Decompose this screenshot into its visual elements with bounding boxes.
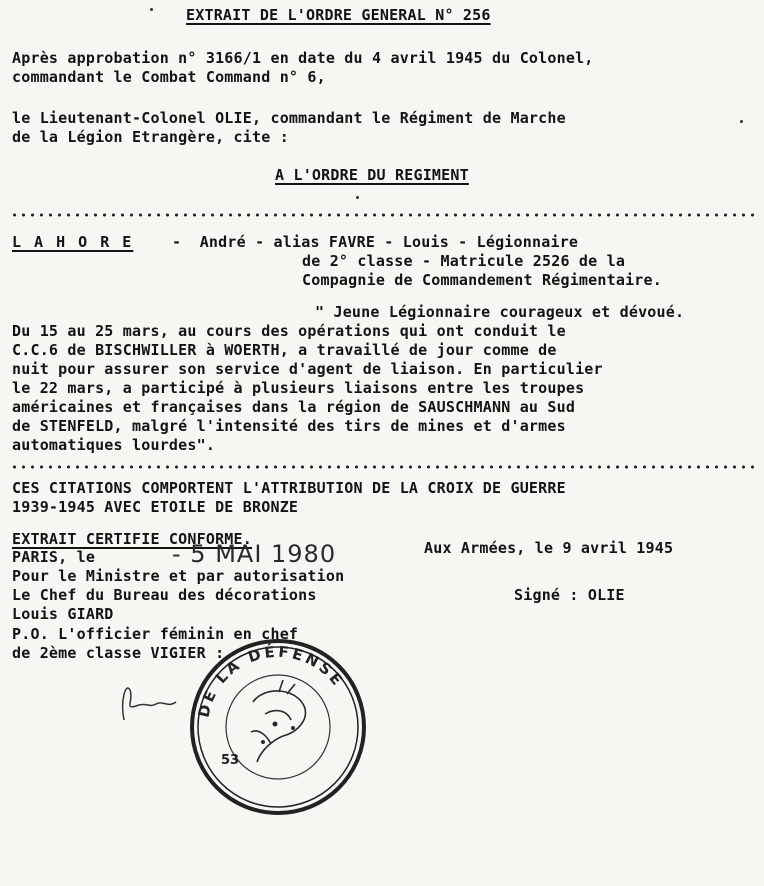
legionnaire-name: L A H O R E (12, 233, 134, 251)
citation-line-8: automatiques lourdes". (12, 436, 216, 454)
name-line-3: Compagnie de Commandement Régimentaire. (302, 271, 662, 289)
award-line-2: 1939-1945 AVEC ETOILE DE BRONZE (12, 498, 299, 516)
armies-date: Aux Armées, le 9 avril 1945 (424, 539, 674, 557)
citation-line-1: " Jeune Légionnaire courageux et dévoué. (315, 303, 685, 321)
citation-line-3: C.C.6 de BISCHWILLER à WOERTH, a travaillé de jour comme de (12, 341, 557, 359)
paris-date-stamp: - 5 MAI 1980 (172, 540, 337, 568)
dotted-separator-top (10, 212, 754, 218)
name-line-1: - André - alias FAVRE - Louis - Légionnaire (172, 233, 579, 251)
po-line: P.O. L'officier féminin en chef (12, 625, 299, 643)
dotted-separator-bottom (10, 464, 754, 470)
intro-line-4: de la Légion Etrangère, cite : (12, 128, 289, 146)
intro-line-3: le Lieutenant-Colonel OLIE, commandant le Régiment de Marche (12, 109, 566, 127)
official-seal-stamp (183, 632, 373, 822)
document-title: EXTRAIT DE L'ORDRE GENERAL N° 256 (186, 6, 491, 24)
citation-line-5: le 22 mars, a participé à plusieurs liaisons entre les troupes (12, 379, 585, 397)
citation-line-4: nuit pour assurer son service d'agent de liaison. En particulier (12, 360, 603, 378)
certified-heading: EXTRAIT CERTIFIE CONFORME. (12, 530, 252, 548)
scan-speck (740, 120, 743, 123)
svg-text:53: 53 (221, 753, 240, 768)
giard-line: Louis GIARD (12, 605, 114, 623)
scan-speck (356, 196, 359, 199)
citation-line-7: de STENFELD, malgré l'intensité des tirs de mines et d'armes (12, 417, 566, 435)
order-heading: A L'ORDRE DU REGIMENT (275, 166, 469, 184)
citation-line-2: Du 15 au 25 mars, au cours des opérations qui ont conduit le (12, 322, 566, 340)
citation-line-6: américaines et françaises dans la région de SAUSCHMANN au Sud (12, 398, 576, 416)
name-line-2: de 2° classe - Matricule 2526 de la (302, 252, 626, 270)
intro-line-1: Après approbation n° 3166/1 en date du 4 avril 1945 du Colonel, (12, 49, 594, 67)
scan-speck (150, 8, 153, 11)
handwritten-signature (116, 670, 186, 730)
award-line-1: CES CITATIONS COMPORTENT L'ATTRIBUTION DE LA CROIX DE GUERRE (12, 479, 566, 497)
intro-line-2: commandant le Combat Command n° 6, (12, 68, 326, 86)
svg-text:DE LA DÉFENSE: DE LA DÉFENSE (194, 642, 348, 720)
paris-label: PARIS, le (12, 548, 96, 566)
bureau-line: Le Chef du Bureau des décorations (12, 586, 317, 604)
signed-olie: Signé : OLIE (514, 586, 625, 604)
minister-line: Pour le Ministre et par autorisation (12, 567, 345, 585)
vigier-line: de 2ème classe VIGIER : (12, 644, 225, 662)
